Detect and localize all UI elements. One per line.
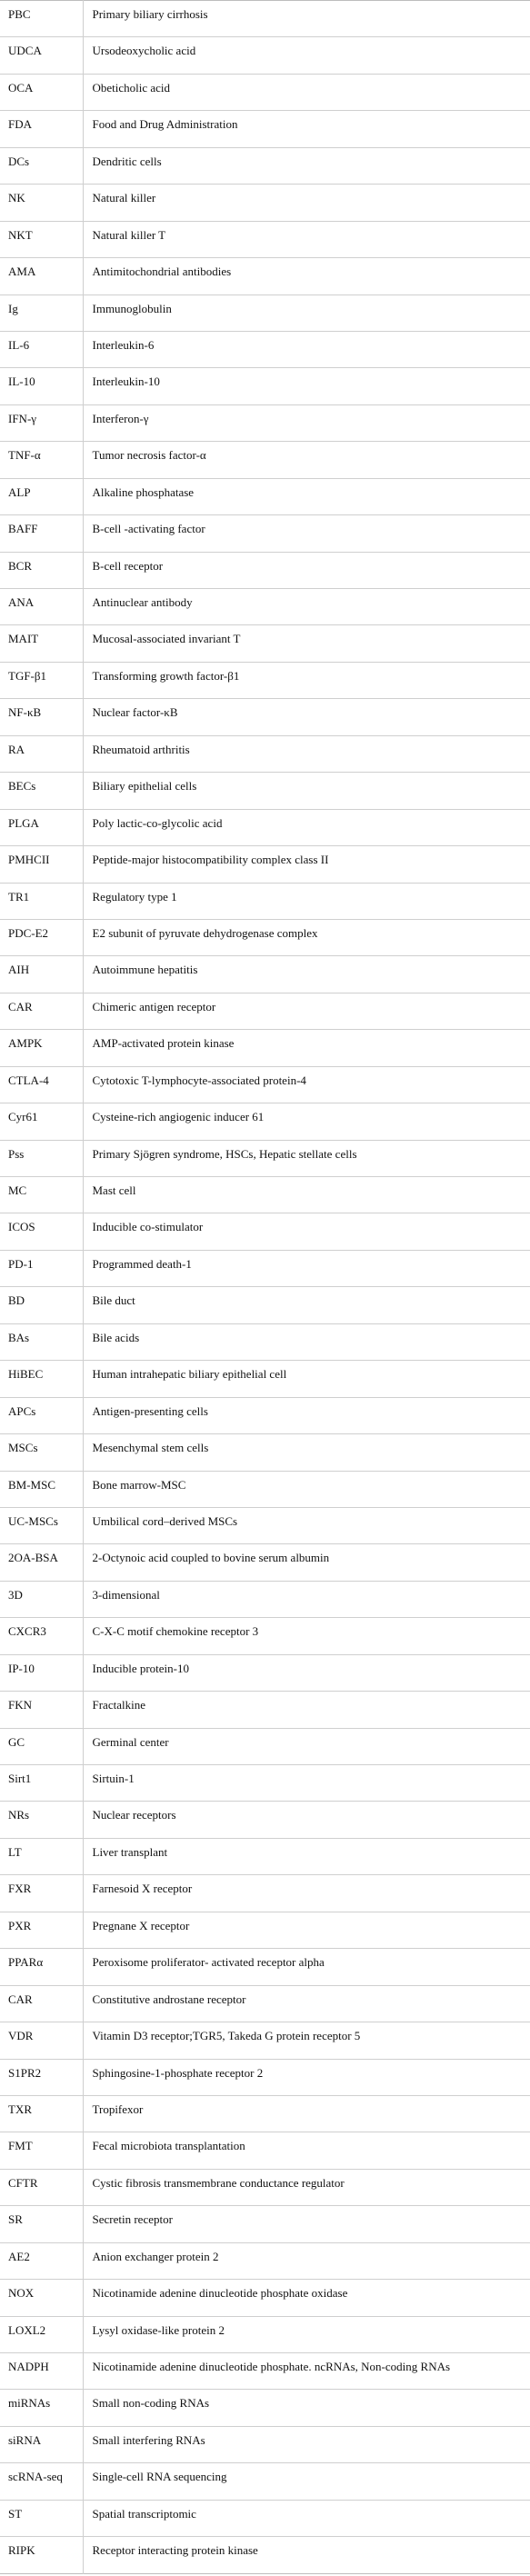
definition-cell: Primary biliary cirrhosis — [92, 7, 208, 21]
table-row — [0, 1177, 530, 1213]
definition-cell: Bile acids — [92, 1330, 140, 1344]
abbreviation-cell: NKT — [0, 221, 83, 257]
definition-cell: Mucosal-associated invariant T — [92, 632, 241, 646]
abbreviation-cell: ICOS — [0, 1213, 83, 1250]
definition-cell: Fecal microbiota transplantation — [92, 2139, 245, 2153]
table-row — [0, 74, 530, 110]
definition-cell: Interleukin-6 — [92, 337, 155, 352]
definition-cell: Secretin receptor — [92, 2212, 173, 2227]
abbreviation-cell: ST — [0, 2500, 83, 2536]
table-row — [0, 773, 530, 809]
table-row — [0, 111, 530, 147]
definition-cell: Small non-coding RNAs — [92, 2396, 210, 2411]
abbreviation-cell: IL-10 — [0, 368, 83, 404]
table-row — [0, 331, 530, 367]
definition-cell: Mesenchymal stem cells — [92, 1441, 209, 1455]
table-row — [0, 1618, 530, 1654]
abbreviation-cell: PMHCII — [0, 846, 83, 883]
table-row — [0, 37, 530, 74]
table-row — [0, 2463, 530, 2500]
definition-cell: Inducible co-stimulator — [92, 1220, 204, 1234]
abbreviation-cell: ANA — [0, 589, 83, 625]
abbreviation-cell: RA — [0, 735, 83, 772]
abbreviation-cell: DCs — [0, 147, 83, 184]
definition-cell: 3-dimensional — [92, 1587, 160, 1602]
abbreviation-cell: AMPK — [0, 1030, 83, 1066]
table-row — [0, 2426, 530, 2462]
definition-cell: C-X-C motif chemokine receptor 3 — [92, 1624, 259, 1639]
definition-cell: Pregnane X receptor — [92, 1918, 190, 1932]
definition-cell: Tropifexor — [92, 2102, 144, 2116]
abbreviation-cell: Ig — [0, 295, 83, 331]
table-row — [0, 404, 530, 441]
table-row — [0, 2022, 530, 2059]
table-row — [0, 2500, 530, 2536]
table-row — [0, 515, 530, 552]
definition-cell: Farnesoid X receptor — [92, 1882, 193, 1896]
table-row — [0, 1765, 530, 1802]
table-row — [0, 1581, 530, 1617]
definition-cell: B-cell -activating factor — [92, 522, 205, 536]
table-row — [0, 1985, 530, 2022]
table-row — [0, 258, 530, 295]
abbreviation-cell: UDCA — [0, 37, 83, 74]
table-row — [0, 2206, 530, 2242]
abbreviation-cell: OCA — [0, 74, 83, 110]
definition-cell: Rheumatoid arthritis — [92, 742, 190, 756]
abbreviation-cell: CAR — [0, 993, 83, 1029]
table-row — [0, 2353, 530, 2390]
table-row — [0, 1507, 530, 1543]
table-row — [0, 846, 530, 883]
abbreviation-cell: GC — [0, 1728, 83, 1764]
definition-cell: Alkaline phosphatase — [92, 484, 195, 499]
abbreviation-cell: Cyr61 — [0, 1103, 83, 1140]
abbreviation-cell: PBC — [0, 1, 83, 37]
abbreviation-cell: siRNA — [0, 2426, 83, 2462]
abbreviation-cell: LOXL2 — [0, 2316, 83, 2352]
definition-cell: Food and Drug Administration — [92, 117, 238, 132]
definition-cell: Liver transplant — [92, 1844, 168, 1859]
definition-cell: Peptide-major histocompatibility complex class II — [92, 853, 329, 867]
table-row — [0, 1066, 530, 1103]
abbreviation-cell: LT — [0, 1838, 83, 1874]
abbreviation-cell: NADPH — [0, 2353, 83, 2390]
abbreviation-cell: IP-10 — [0, 1654, 83, 1691]
definition-cell: Bile duct — [92, 1293, 135, 1308]
abbreviation-cell: BM-MSC — [0, 1471, 83, 1507]
definition-cell: Inducible protein-10 — [92, 1661, 189, 1675]
definition-cell: Spatial transcriptomic — [92, 2506, 196, 2521]
definition-cell: Biliary epithelial cells — [92, 779, 197, 794]
table-row — [0, 442, 530, 478]
definition-cell: Cytotoxic T-lymphocyte-associated protein-4 — [92, 1073, 306, 1087]
table-row — [0, 956, 530, 993]
definition-cell: Peroxisome proliferator- activated receptor alpha — [92, 1955, 325, 1970]
abbreviation-cell: PXR — [0, 1912, 83, 1948]
definition-cell: Immunoglobulin — [92, 301, 172, 315]
abbreviation-cell: PDC-E2 — [0, 919, 83, 955]
abbreviation-cell: IFN-γ — [0, 404, 83, 441]
abbreviation-cell: NK — [0, 185, 83, 221]
abbreviation-cell: MAIT — [0, 625, 83, 662]
table-row — [0, 1323, 530, 1360]
table-row — [0, 368, 530, 404]
table-row — [0, 1692, 530, 1728]
abbreviation-cell: CTLA-4 — [0, 1066, 83, 1103]
abbreviation-cell: NOX — [0, 2280, 83, 2316]
definition-cell: Bone marrow-MSC — [92, 1477, 186, 1492]
definition-cell: Anion exchanger protein 2 — [92, 2249, 219, 2263]
table-row — [0, 1471, 530, 1507]
abbreviation-cell: Pss — [0, 1140, 83, 1176]
abbreviation-cell: UC-MSCs — [0, 1507, 83, 1543]
table-row — [0, 185, 530, 221]
abbreviation-cell: CFTR — [0, 2169, 83, 2205]
table-row — [0, 2095, 530, 2132]
abbreviation-cell: HiBEC — [0, 1361, 83, 1397]
abbreviation-cell: RIPK — [0, 2537, 83, 2573]
abbreviation-cell: 2OA-BSA — [0, 1544, 83, 1581]
abbreviation-cell: FXR — [0, 1875, 83, 1912]
definition-cell: Single-cell RNA sequencing — [92, 2470, 227, 2484]
definition-cell: Dendritic cells — [92, 154, 162, 168]
abbreviation-cell: scRNA-seq — [0, 2463, 83, 2500]
abbreviation-cell: AMA — [0, 258, 83, 295]
definition-cell: Programmed death-1 — [92, 1256, 192, 1271]
definition-cell: Obeticholic acid — [92, 80, 171, 95]
abbreviation-cell: PLGA — [0, 809, 83, 845]
definition-cell: 2-Octynoic acid coupled to bovine serum albumin — [92, 1551, 330, 1565]
definition-cell: Nicotinamide adenine dinucleotide phosphate. ncRNAs, Non-coding RNAs — [92, 2360, 451, 2373]
definition-cell: Nuclear factor-κB — [92, 705, 178, 720]
definition-cell: Tumor necrosis factor-α — [92, 448, 206, 463]
table-row — [0, 883, 530, 919]
definition-cell: Nicotinamide adenine dinucleotide phosphate oxidase — [92, 2286, 348, 2301]
table-row — [0, 1140, 530, 1176]
abbreviation-cell: VDR — [0, 2022, 83, 2059]
abbreviations-table-body — [0, 1, 530, 2574]
abbreviation-cell: APCs — [0, 1397, 83, 1433]
definition-cell: Transforming growth factor-β1 — [92, 668, 240, 683]
table-row — [0, 1838, 530, 1874]
abbreviation-cell: MSCs — [0, 1434, 83, 1471]
table-row — [0, 625, 530, 662]
definition-cell: Constitutive androstane receptor — [92, 1992, 246, 2006]
table-row — [0, 2169, 530, 2205]
definition-cell: Cystic fibrosis transmembrane conductance regulator — [92, 2175, 345, 2190]
abbreviation-cell: TXR — [0, 2095, 83, 2132]
definition-cell: Nuclear receptors — [92, 1808, 176, 1822]
abbreviation-cell: BAFF — [0, 515, 83, 552]
definition-cell: Ursodeoxycholic acid — [92, 44, 196, 58]
table-row — [0, 1030, 530, 1066]
definition-cell: Receptor interacting protein kinase — [92, 2543, 258, 2558]
definition-cell: Autoimmune hepatitis — [92, 963, 198, 977]
table-row — [0, 699, 530, 735]
definition-cell: AMP-activated protein kinase — [92, 1036, 235, 1051]
table-row — [0, 1654, 530, 1691]
table-row — [0, 2537, 530, 2573]
table-row — [0, 1, 530, 37]
table-row — [0, 1949, 530, 1985]
abbreviation-cell: miRNAs — [0, 2390, 83, 2426]
definition-cell: Interferon-γ — [92, 411, 149, 425]
abbreviation-cell: TNF-α — [0, 442, 83, 478]
definition-cell: E2 subunit of pyruvate dehydrogenase complex — [92, 925, 318, 940]
table-row — [0, 552, 530, 588]
abbreviation-cell: 3D — [0, 1581, 83, 1617]
definition-cell: Cysteine-rich angiogenic inducer 61 — [92, 1110, 265, 1124]
table-row — [0, 478, 530, 514]
definition-cell: B-cell receptor — [92, 558, 164, 573]
abbreviation-cell: SR — [0, 2206, 83, 2242]
table-row — [0, 1728, 530, 1764]
table-row — [0, 1103, 530, 1140]
table-row — [0, 1397, 530, 1433]
abbreviation-cell: NF-κB — [0, 699, 83, 735]
definition-cell: Germinal center — [92, 1734, 169, 1749]
table-row — [0, 662, 530, 698]
abbreviation-cell: BAs — [0, 1323, 83, 1360]
abbreviation-cell: NRs — [0, 1802, 83, 1838]
abbreviation-cell: Sirt1 — [0, 1765, 83, 1802]
table-row — [0, 1875, 530, 1912]
table-row — [0, 2316, 530, 2352]
abbreviation-cell: ALP — [0, 478, 83, 514]
table-row — [0, 735, 530, 772]
table-row — [0, 1287, 530, 1323]
abbreviation-cell: CAR — [0, 1985, 83, 2022]
abbreviation-cell: AE2 — [0, 2242, 83, 2279]
table-row — [0, 809, 530, 845]
definition-cell: Sphingosine-1-phosphate receptor 2 — [92, 2065, 264, 2080]
abbreviation-cell: BECs — [0, 773, 83, 809]
definition-cell: Regulatory type 1 — [92, 889, 177, 904]
definition-cell: Mast cell — [92, 1183, 136, 1197]
definition-cell: Lysyl oxidase-like protein 2 — [92, 2322, 225, 2337]
abbreviation-cell: IL-6 — [0, 331, 83, 367]
abbreviation-cell: PD-1 — [0, 1250, 83, 1286]
definition-cell: Primary Sjögren syndrome, HSCs, Hepatic stellate cells — [92, 1146, 357, 1161]
abbreviation-cell: PPARα — [0, 1949, 83, 1985]
table-row — [0, 1544, 530, 1581]
definition-cell: Umbilical cord–derived MSCs — [92, 1513, 238, 1528]
abbreviation-cell: CXCR3 — [0, 1618, 83, 1654]
table-row — [0, 221, 530, 257]
abbreviation-cell: FMT — [0, 2132, 83, 2169]
definition-cell: Natural killer — [92, 191, 156, 205]
definition-cell: Antimitochondrial antibodies — [92, 265, 232, 279]
table-row — [0, 1802, 530, 1838]
table-row — [0, 1434, 530, 1471]
table-row — [0, 2242, 530, 2279]
definition-cell: Human intrahepatic biliary epithelial cell — [92, 1367, 287, 1382]
definition-cell: Chimeric antigen receptor — [92, 999, 216, 1013]
table-row — [0, 147, 530, 184]
abbreviation-cell: AIH — [0, 956, 83, 993]
abbreviation-cell: TR1 — [0, 883, 83, 919]
table-row — [0, 1250, 530, 1286]
table-row — [0, 295, 530, 331]
abbreviation-cell: FKN — [0, 1692, 83, 1728]
table-row — [0, 2390, 530, 2426]
abbreviation-cell: BCR — [0, 552, 83, 588]
definition-cell: Antinuclear antibody — [92, 595, 193, 609]
abbreviation-cell: MC — [0, 1177, 83, 1213]
definition-cell: Fractalkine — [92, 1698, 145, 1712]
definition-cell: Interleukin-10 — [92, 374, 160, 389]
abbreviation-cell: TGF-β1 — [0, 662, 83, 698]
definition-cell: Antigen-presenting cells — [92, 1403, 208, 1418]
definition-cell: Vitamin D3 receptor;TGR5, Takeda G protein receptor 5 — [92, 2029, 361, 2043]
definition-cell: Small interfering RNAs — [92, 2432, 205, 2447]
table-row — [0, 993, 530, 1029]
abbreviation-cell: FDA — [0, 111, 83, 147]
table-row — [0, 2280, 530, 2316]
definition-cell: Poly lactic-co-glycolic acid — [92, 815, 223, 830]
abbreviation-cell: BD — [0, 1287, 83, 1323]
table-row — [0, 919, 530, 955]
table-row — [0, 589, 530, 625]
table-row — [0, 1912, 530, 1948]
definition-cell: Natural killer T — [92, 227, 166, 242]
table-row — [0, 1361, 530, 1397]
table-row — [0, 1213, 530, 1250]
table-row — [0, 2059, 530, 2095]
definition-cell: Sirtuin-1 — [92, 1772, 135, 1785]
table-row — [0, 2132, 530, 2169]
abbreviation-cell: S1PR2 — [0, 2059, 83, 2095]
